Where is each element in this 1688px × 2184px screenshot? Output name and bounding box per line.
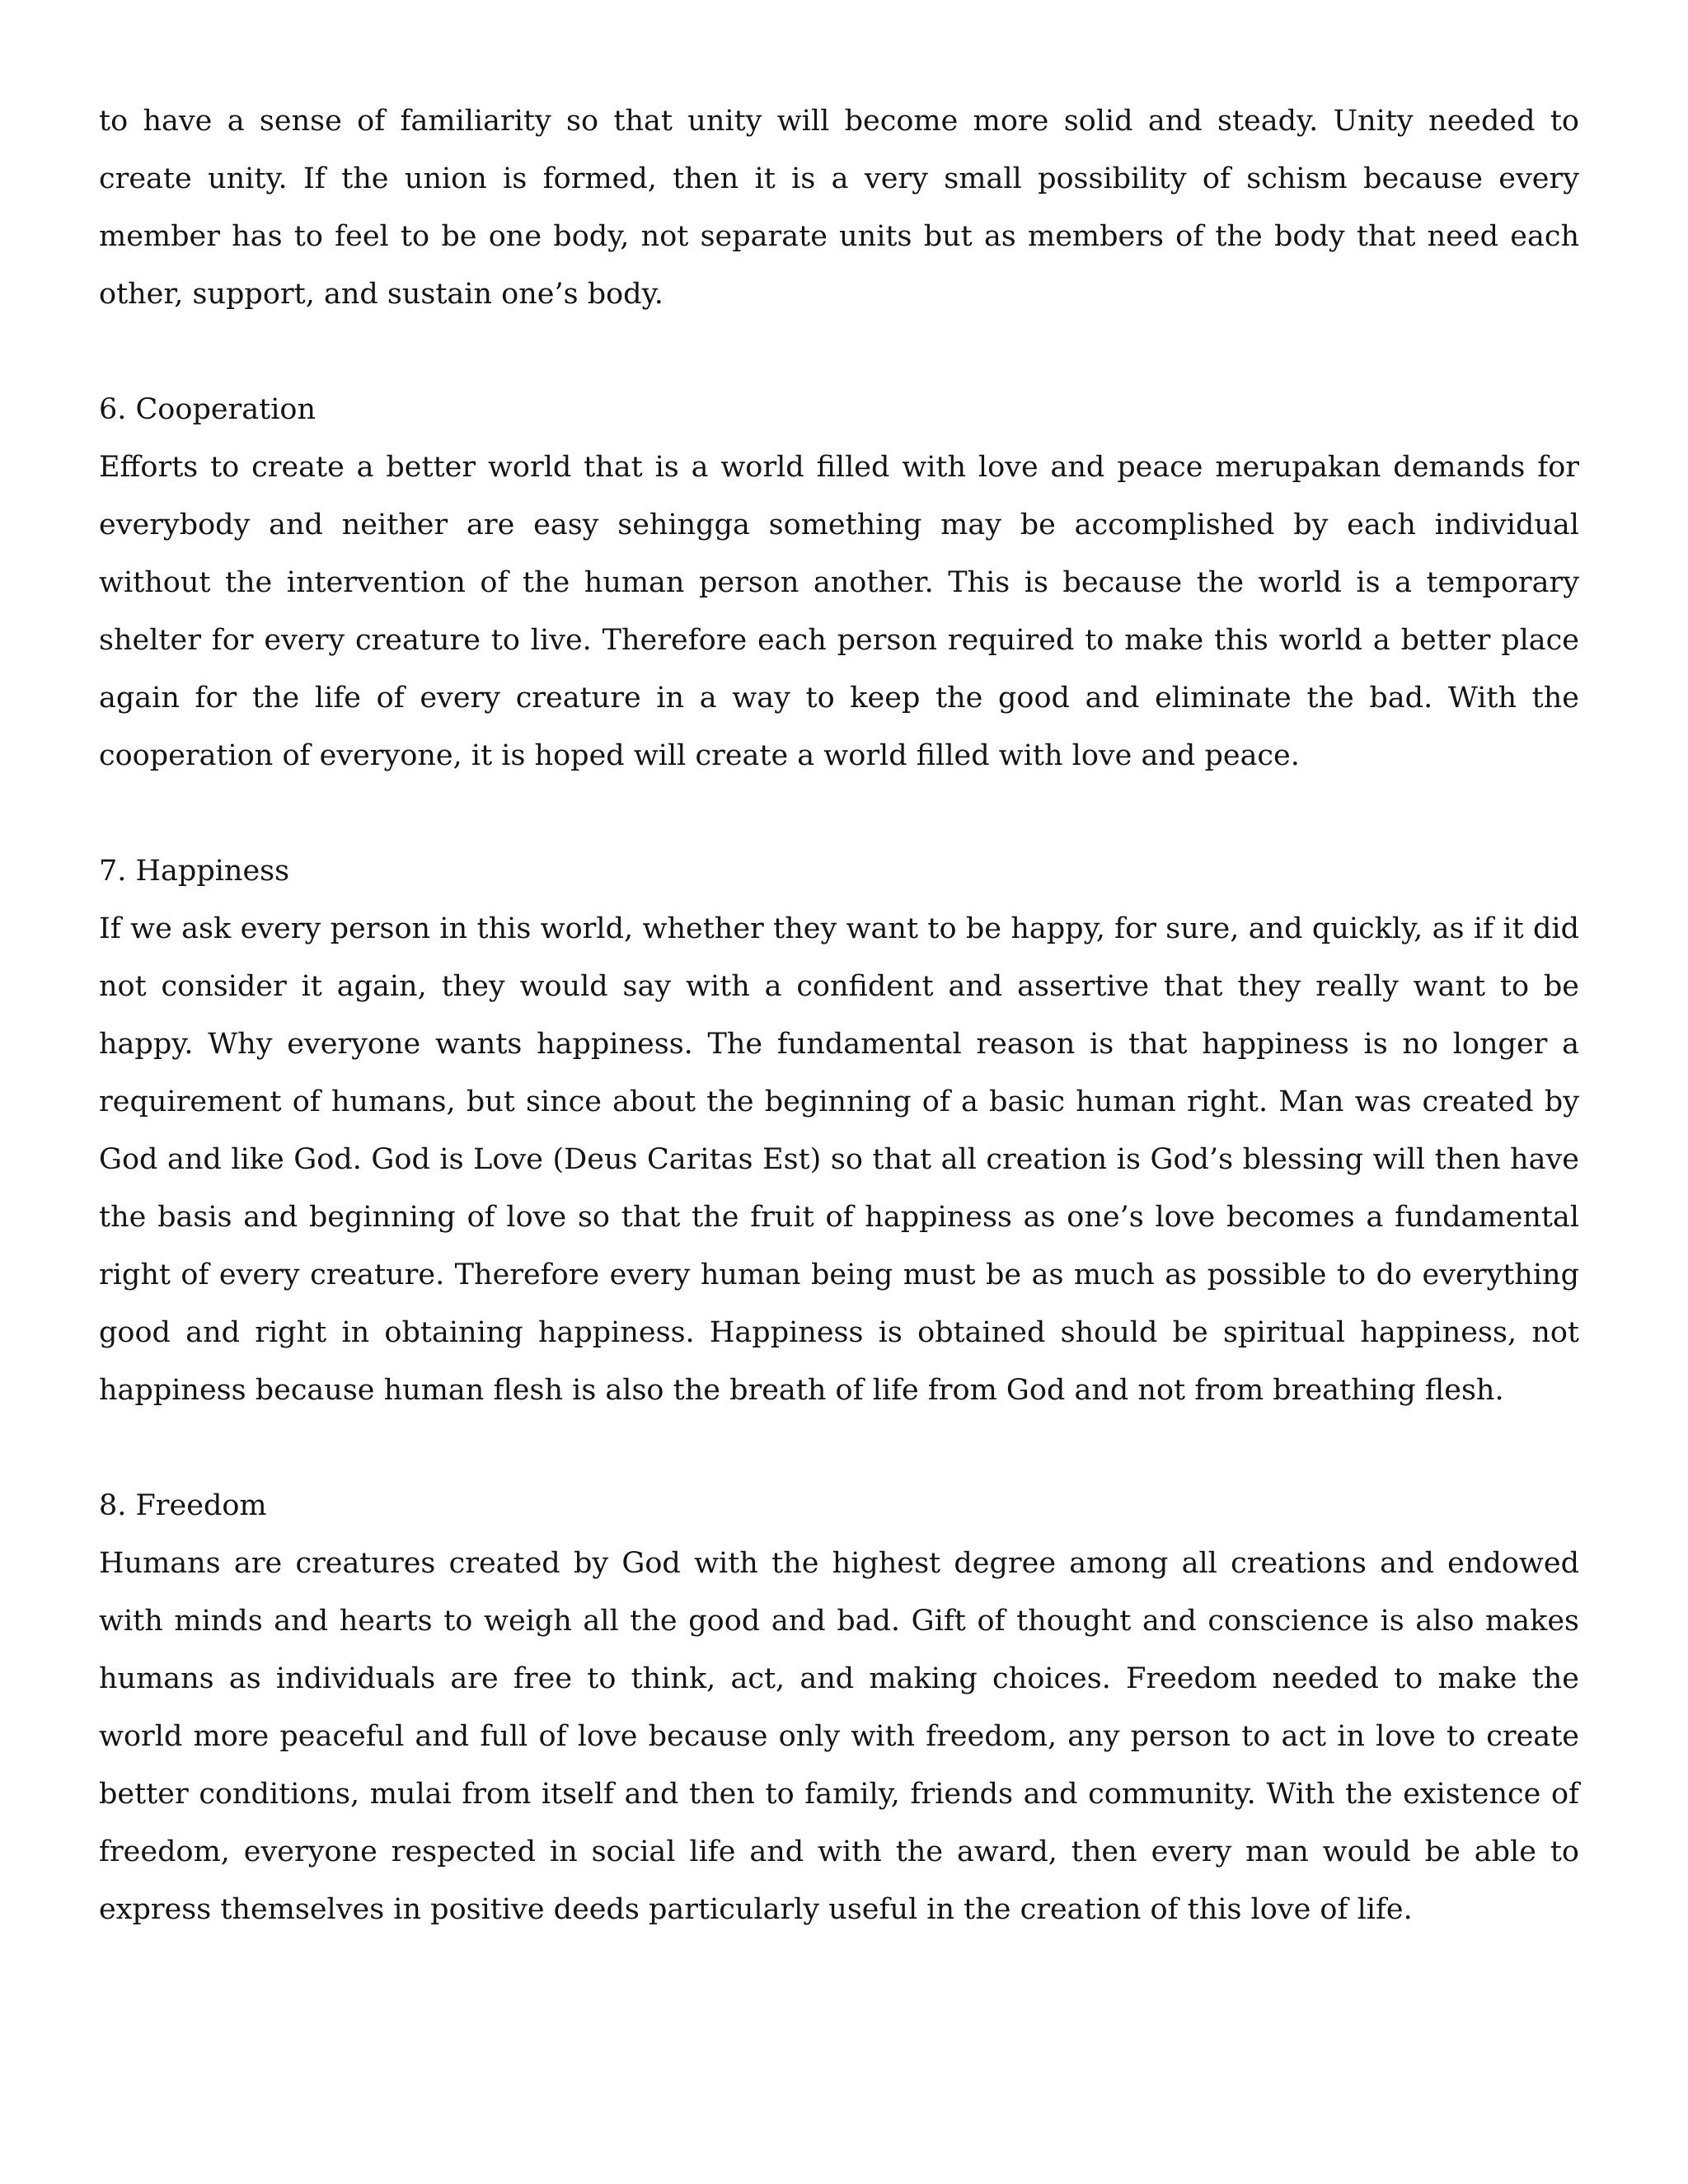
- section-heading-happiness: 7. Happiness: [99, 855, 290, 888]
- section-paragraph-cooperation: Efforts to create a better world that is a world filled with love and peace merupakan demands for everybody and neither are easy sehingga something may be accomplished by each individual without the intervention of the human person another. This is because the world is a temporary shelter for every creature to live. Therefore each person required to make this world a better place again for the life of every creature in a way to keep the good and eliminate the bad. With the cooperation of everyone, it is hoped will create a world filled with love and peace.: [99, 451, 1579, 772]
- section-heading-cooperation: 6. Cooperation: [99, 393, 316, 426]
- section-paragraph-freedom: Humans are creatures created by God with the highest degree among all creations and endowed with minds and hearts to weigh all the good and bad. Gift of thought and conscience is also makes humans as individuals are free to think, act, and making choices. Freedom needed to make the world more peaceful and full of love because only with freedom, any person to act in love to create better conditions, mulai from itself and then to family, friends and community. With the existence of freedom, everyone respected in social life and with the award, then every man would be able to express themselves in positive deeds particularly useful in the creation of this love of life.: [99, 1547, 1579, 1926]
- intro-paragraph: to have a sense of familiarity so that unity will become more solid and steady. Unity needed to create unity. If the union is formed, then it is a very small possibility of schism because every member has to feel to be one body, not separate units but as members of the body that need each other, support, and sustain one’s body.: [99, 105, 1579, 311]
- section-freedom: [99, 1477, 1579, 1938]
- section-happiness: [99, 842, 1579, 1419]
- document-page: [99, 92, 1579, 1938]
- section-heading-freedom: 8. Freedom: [99, 1489, 267, 1522]
- section-cooperation: [99, 381, 1579, 785]
- section-paragraph-happiness: If we ask every person in this world, whether they want to be happy, for sure, and quickly, as if it did not consider it again, they would say with a confident and assertive that they really want to be happy. Why everyone wants happiness. The fundamental reason is that happiness is no longer a requirement of humans, but since about the beginning of a basic human right. Man was created by God and like God. God is Love (Deus Caritas Est) so that all creation is God’s blessing will then have the basis and beginning of love so that the fruit of happiness as one’s love becomes a fundamental right of every creature. Therefore every human being must be as much as possible to do everything good and right in obtaining happiness. Happiness is obtained should be spiritual happiness, not happiness because human flesh is also the breath of life from God and not from breathing flesh.: [99, 912, 1579, 1407]
